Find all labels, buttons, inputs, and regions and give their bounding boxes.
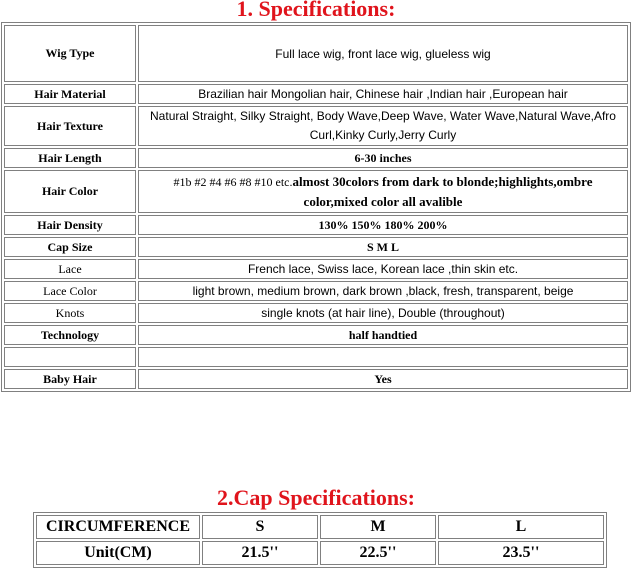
table-row xyxy=(4,84,628,104)
value-cap-size: S M L xyxy=(138,237,628,257)
cap-header-s: S xyxy=(202,515,318,539)
cap-value-l: 23.5'' xyxy=(438,541,604,565)
section-title-specifications: 1. Specifications: xyxy=(236,0,396,21)
label-hair-color: Hair Color xyxy=(4,170,136,213)
table-row xyxy=(4,106,628,146)
cap-value-m: 22.5'' xyxy=(320,541,436,565)
value-knots: single knots (at hair line), Double (throughout) xyxy=(138,303,628,323)
cap-header-l: L xyxy=(438,515,604,539)
hair-color-codes: #1b #2 #4 #6 #8 #10 etc. xyxy=(173,174,293,189)
value-hair-density: 130% 150% 180% 200% xyxy=(138,215,628,235)
value-baby-hair: Yes xyxy=(138,369,628,389)
label-lace: Lace xyxy=(4,259,136,279)
label-wig-type: Wig Type xyxy=(4,25,136,82)
value-technology: half handtied xyxy=(138,325,628,345)
table-row xyxy=(4,148,628,168)
cap-value-s: 21.5'' xyxy=(202,541,318,565)
value-lace: French lace, Swiss lace, Korean lace ,thin skin etc. xyxy=(138,259,628,279)
cap-header-m: M xyxy=(320,515,436,539)
table-row xyxy=(4,303,628,323)
label-hair-length: Hair Length xyxy=(4,148,136,168)
section-title-cap-specifications: 2.Cap Specifications: xyxy=(217,485,415,510)
table-row xyxy=(4,369,628,389)
label-baby-hair: Baby Hair xyxy=(4,369,136,389)
table-row xyxy=(4,259,628,279)
value-hair-color xyxy=(138,170,628,213)
label-technology: Technology xyxy=(4,325,136,345)
table-row xyxy=(4,25,628,82)
table-row xyxy=(4,215,628,235)
value-lace-color: light brown, medium brown, dark brown ,black, fresh, transparent, beige xyxy=(138,281,628,301)
label-hair-texture: Hair Texture xyxy=(4,106,136,146)
label-hair-material: Hair Material xyxy=(4,84,136,104)
cap-specifications-table xyxy=(33,512,607,568)
table-row xyxy=(4,237,628,257)
table-row xyxy=(36,515,604,539)
value-wig-type: Full lace wig, front lace wig, glueless wig xyxy=(138,25,628,82)
hair-color-description: almost 30colors from dark to blonde;highlights,ombre color,mixed color all avalible xyxy=(292,173,593,209)
cap-header-circumference: CIRCUMFERENCE xyxy=(36,515,200,539)
table-row xyxy=(4,347,628,367)
value-hair-length: 6-30 inches xyxy=(138,148,628,168)
specifications-table xyxy=(1,22,631,392)
label-lace-color: Lace Color xyxy=(4,281,136,301)
table-row xyxy=(4,170,628,213)
table-row xyxy=(4,325,628,345)
label-cap-size: Cap Size xyxy=(4,237,136,257)
cap-row-unit: Unit(CM) xyxy=(36,541,200,565)
value-hair-material: Brazilian hair Mongolian hair, Chinese hair ,Indian hair ,European hair xyxy=(138,84,628,104)
table-row xyxy=(4,281,628,301)
label-knots: Knots xyxy=(4,303,136,323)
label-hair-density: Hair Density xyxy=(4,215,136,235)
value-empty xyxy=(138,347,628,367)
label-empty xyxy=(4,347,136,367)
table-row xyxy=(36,541,604,565)
value-hair-texture: Natural Straight, Silky Straight, Body Wave,Deep Wave, Water Wave,Natural Wave,Afro Curl,Kinky Curly,Jerry Curly xyxy=(138,106,628,146)
